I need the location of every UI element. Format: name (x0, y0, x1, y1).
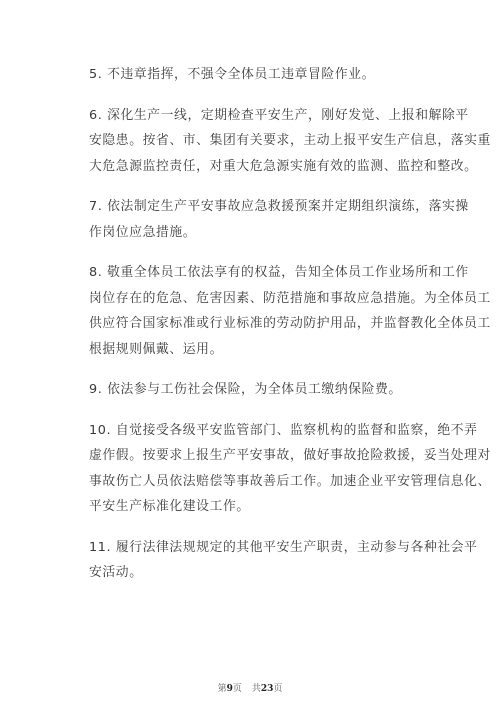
total-suffix: 页 (273, 684, 283, 694)
paragraph-line: 平安生产标准化建设工作。 (89, 499, 250, 514)
total-pages: 23 (260, 684, 274, 694)
page-suffix: 页 (232, 684, 242, 694)
paragraph-line: 6. 深化生产一线，定期检查平安生产，刚好发觉、上报和解除平 (89, 107, 469, 123)
paragraph-line: 根据规则佩戴、运用。 (89, 341, 223, 357)
paragraph-line: 10. 自觉接受各级平安监管部门、监察机构的监督和监察，绝不弄 (89, 422, 478, 438)
paragraph-line: 安隐患。按省、市、集团有关要求，主动上报平安生产信息，落实重 (89, 133, 491, 148)
page-number: 9 (226, 684, 233, 694)
paragraph-item-5 (88, 62, 418, 88)
paragraph-line: 作岗位应急措施。 (89, 224, 197, 240)
paragraph-item-9 (88, 377, 418, 403)
paragraph-item-8 (88, 260, 491, 362)
paragraph-line: 大危急源监控责任，对重大危急源实施有效的监测、监控和整改。 (89, 158, 478, 174)
paragraph-line: 供应符合国家标准或行业标准的劳动防护用品，并监督教化全体员工 (89, 316, 491, 331)
paragraph-line: 9. 依法参与工伤社会保险，为全体员工缴纳保险费。 (89, 382, 402, 397)
paragraph-item-6 (88, 103, 491, 180)
total-prefix: 共 (251, 684, 261, 694)
paragraph-line: 虚作假。按要求上报生产平安事故，做好事故抢险救援，妥当处理对 (89, 448, 491, 463)
page-footer (0, 681, 500, 694)
paragraph-item-11 (88, 535, 478, 586)
paragraph-item-7 (88, 194, 469, 245)
paragraph-item-10 (88, 418, 491, 520)
document-body (88, 62, 491, 601)
page-prefix: 第 (217, 684, 227, 694)
paragraph-line: 安活动。 (89, 565, 143, 580)
paragraph-line: 5. 不违章指挥，不强令全体员工违章冒险作业。 (89, 67, 376, 82)
paragraph-line: 7. 依法制定生产平安事故应急救援预案并定期组织演练，落实操 (89, 199, 469, 214)
paragraph-line: 8. 敬重全体员工依法享有的权益，告知全体员工作业场所和工作 (89, 265, 469, 280)
paragraph-line: 事故伤亡人员依法赔偿等事故善后工作。加速企业平安管理信息化、 (89, 473, 491, 489)
paragraph-line: 岗位存在的危急、危害因素、防范措施和事故应急措施。为全体员工 (89, 290, 491, 306)
paragraph-line: 11. 履行法律法规规定的其他平安生产职责，主动参与各种社会平 (89, 539, 478, 555)
